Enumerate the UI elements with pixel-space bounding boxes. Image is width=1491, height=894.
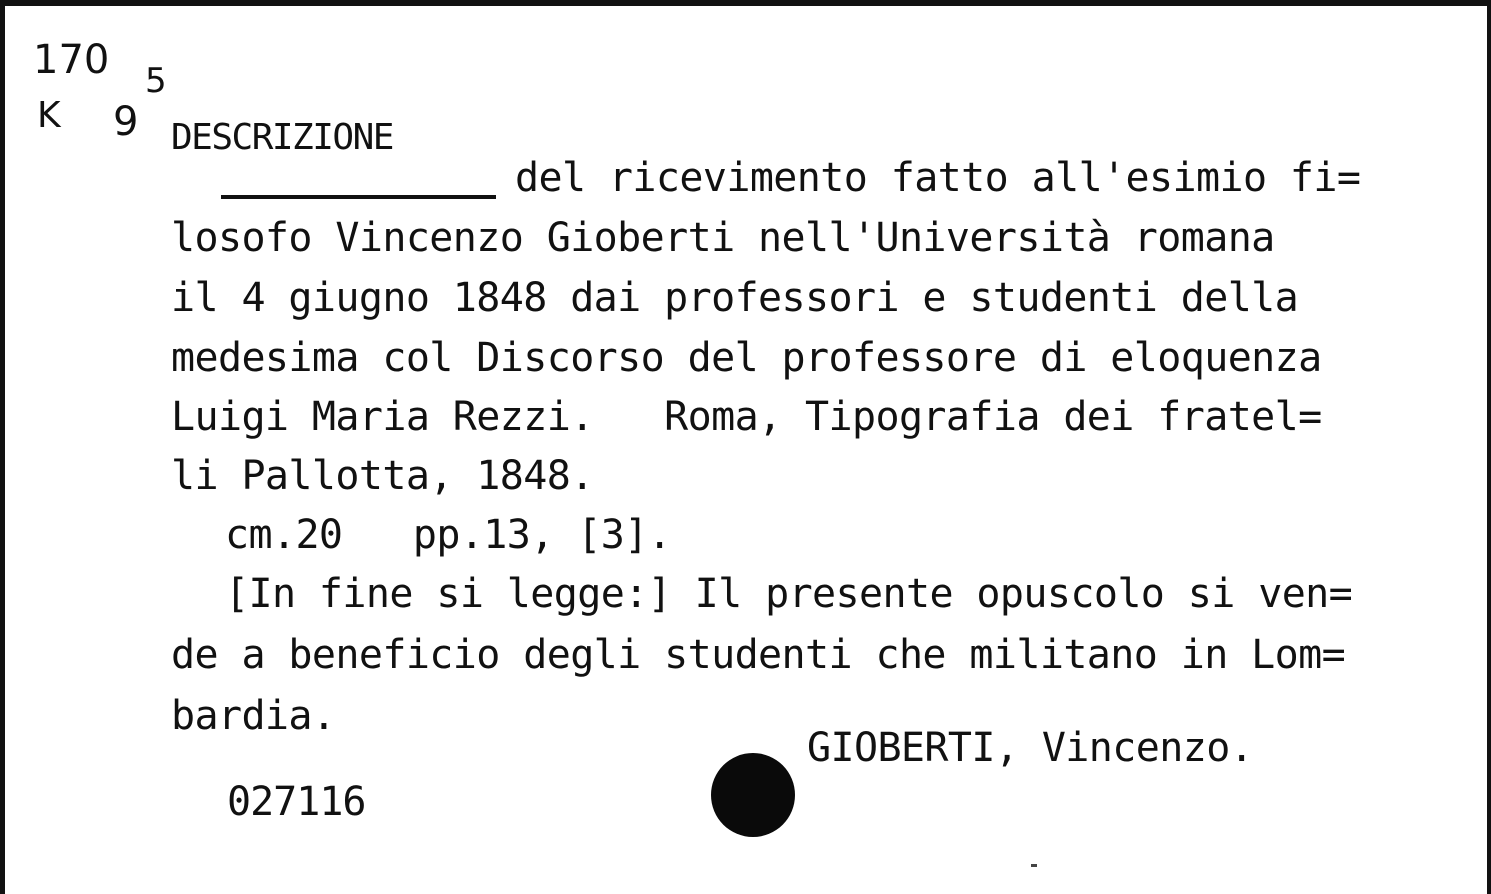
ink-speck: [1031, 864, 1037, 867]
body-line: li Pallotta, 1848.: [171, 453, 594, 499]
body-line: del ricevimento fatto all'esimio fi=: [515, 155, 1361, 201]
call-number-letter: K: [37, 95, 61, 136]
note-line: bardia.: [171, 693, 336, 739]
body-line: medesima col Discorso del professore di eloquenza: [171, 335, 1322, 381]
call-number-superscript: 5: [145, 61, 167, 101]
note-line: de a beneficio degli studenti che militano in Lom=: [171, 632, 1346, 678]
body-line: il 4 giugno 1848 dai professori e studenti della: [171, 275, 1299, 321]
author-heading: GIOBERTI, Vincenzo.: [807, 725, 1254, 771]
record-number: 027116: [227, 779, 366, 825]
punch-hole: [711, 753, 795, 837]
collation: cm.20 pp.13, [3].: [225, 512, 672, 558]
call-number-line1: 170: [33, 37, 110, 83]
note-line: [In fine si legge:] Il presente opuscolo si ven=: [225, 571, 1353, 617]
card-heading: DESCRIZIONE: [171, 117, 393, 158]
title-blank-rule: [221, 195, 496, 199]
body-line: losofo Vincenzo Gioberti nell'Università romana: [171, 215, 1275, 261]
call-number-number: 9: [113, 99, 139, 145]
body-line: Luigi Maria Rezzi. Roma, Tipografia dei fratel=: [171, 394, 1322, 440]
